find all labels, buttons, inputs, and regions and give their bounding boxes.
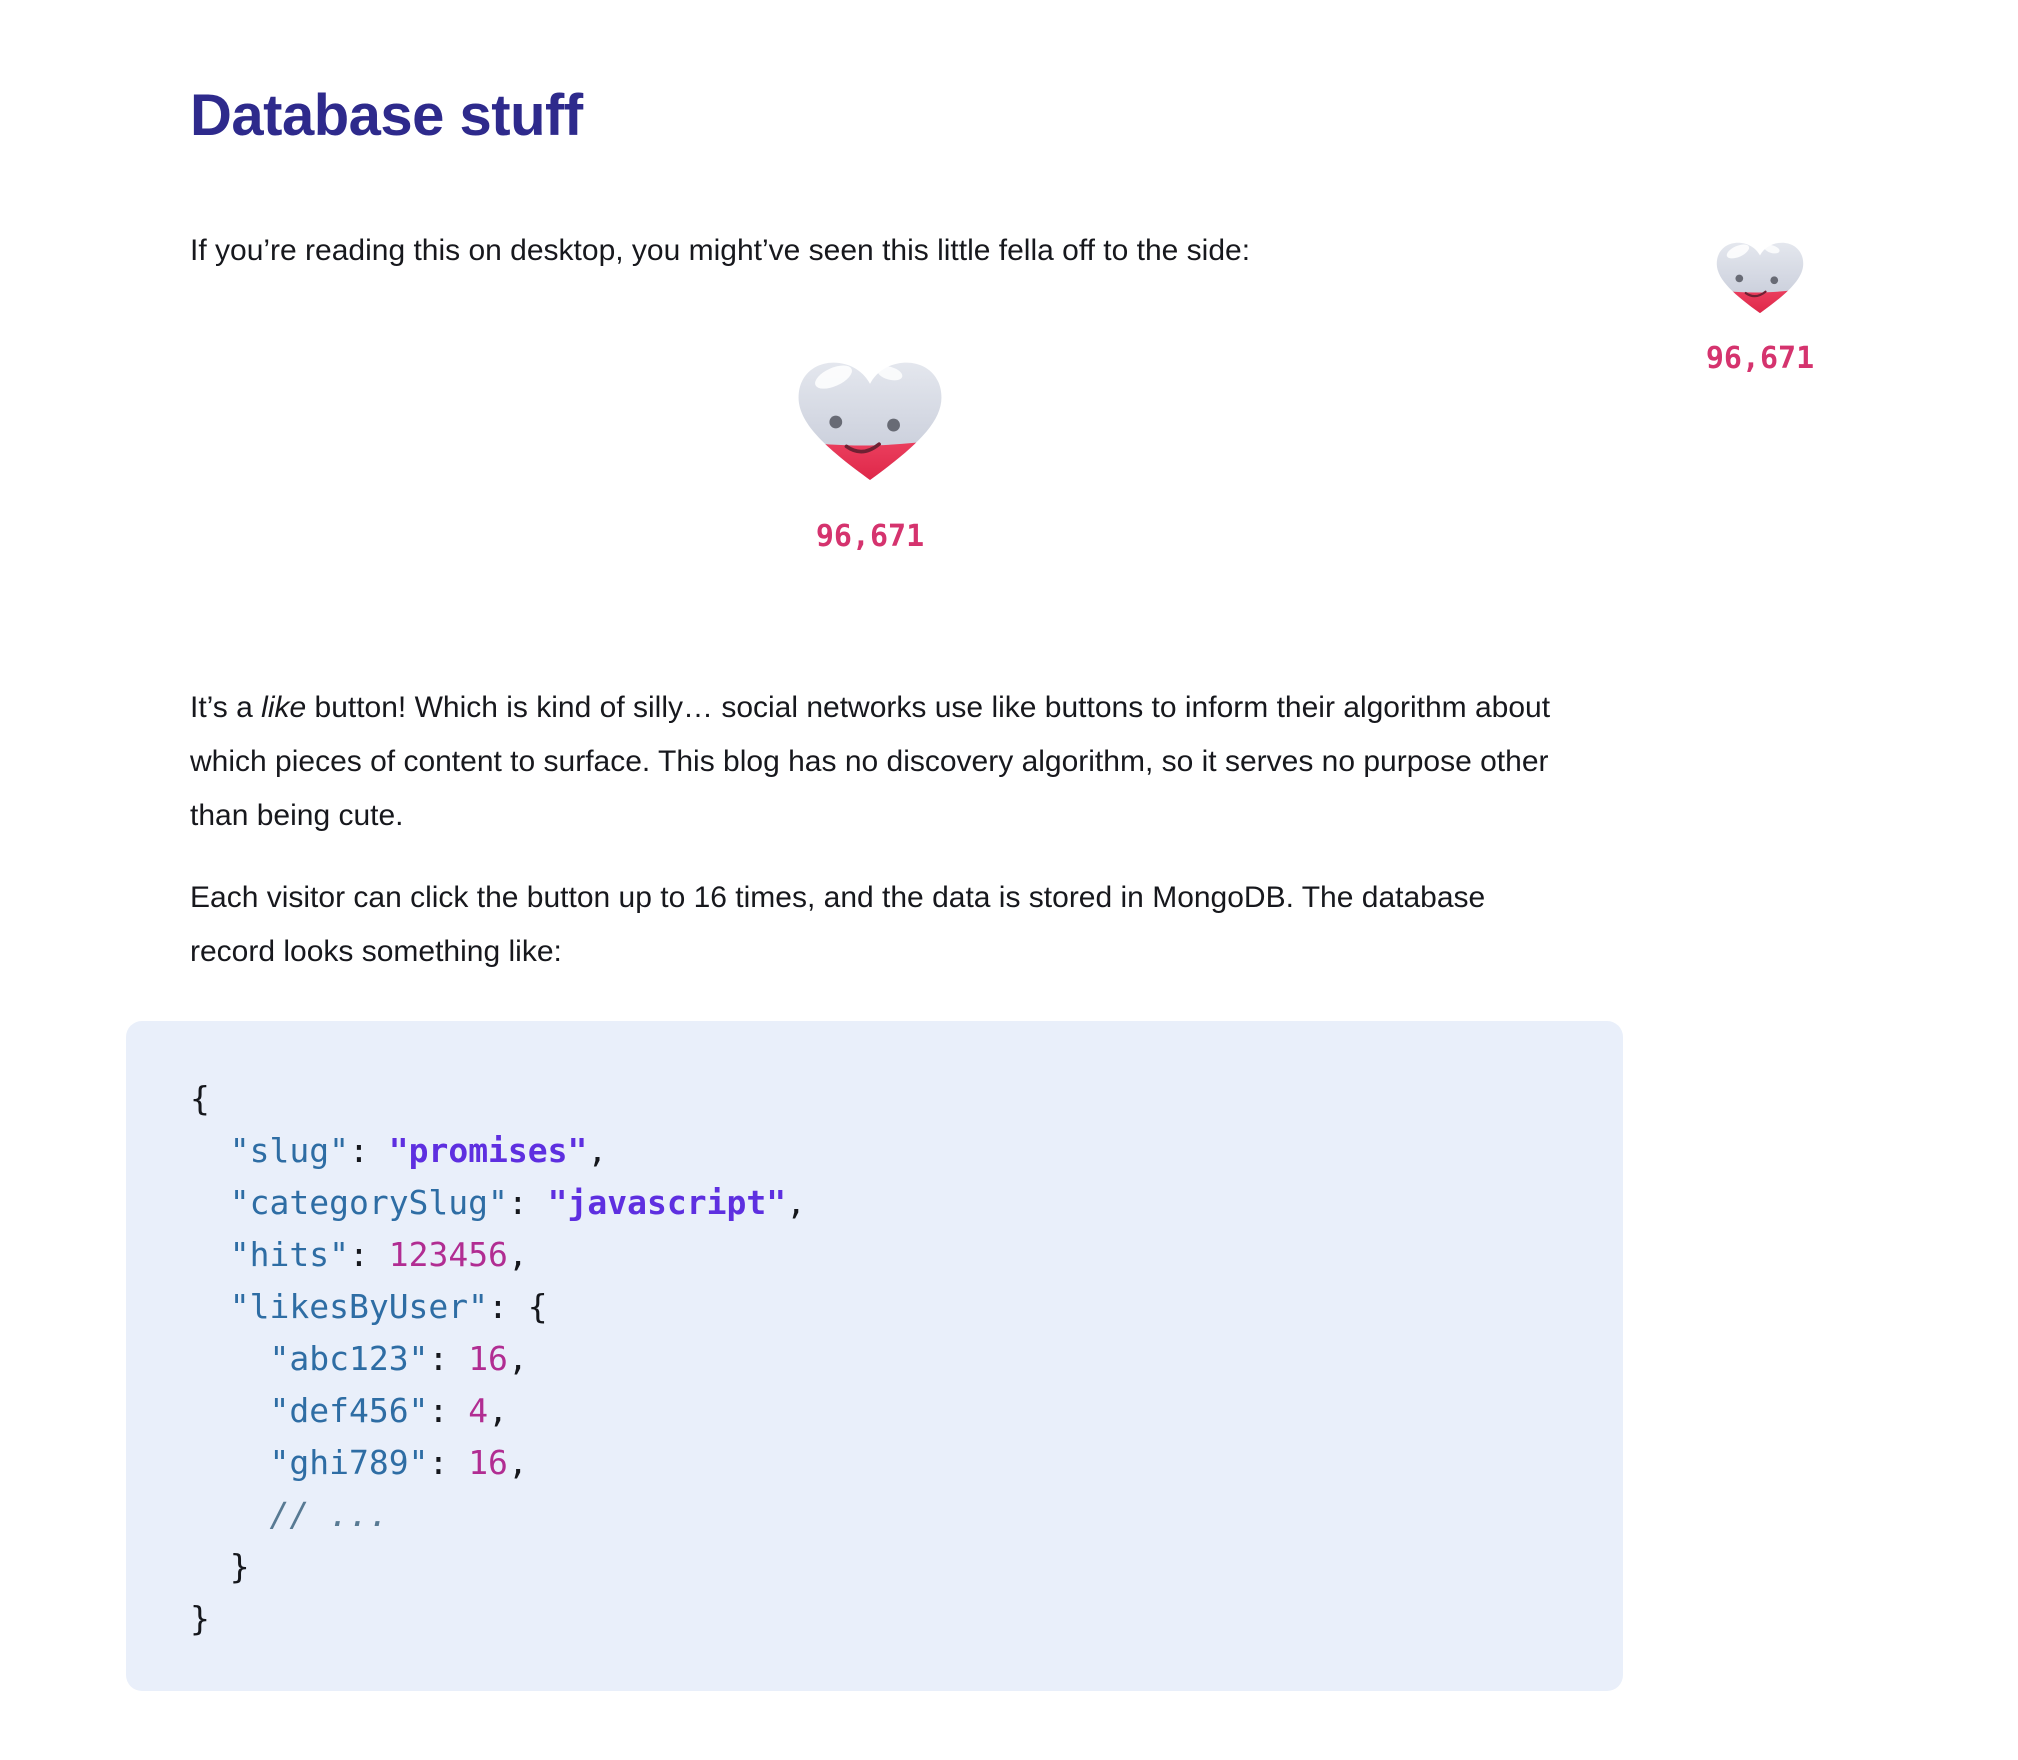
code-line: "likesByUser": { <box>229 1287 548 1326</box>
like-explanation-paragraph <box>190 681 1558 843</box>
smiling-heart-icon <box>1714 240 1806 315</box>
page-title: Database stuff <box>190 83 583 148</box>
code-line: "abc123": 16, <box>269 1339 528 1378</box>
code-line: { <box>190 1079 210 1118</box>
sidebar-like-button[interactable] <box>1714 240 1806 315</box>
code-line: "ghi789": 16, <box>269 1443 528 1482</box>
intro-paragraph: If you’re reading this on desktop, you might’ve seen this little fella off to the side: <box>190 234 1251 267</box>
code-line: "def456": 4, <box>269 1391 508 1430</box>
json-code <box>190 1073 1583 1645</box>
mongodb-paragraph: Each visitor can click the button up to 16 times, and the data is stored in MongoDB. The database record looks something like: <box>190 881 1486 968</box>
code-line: } <box>190 1599 210 1638</box>
code-line: } <box>190 1547 250 1586</box>
code-line: // ... <box>269 1495 389 1534</box>
code-line: "hits": 123456, <box>229 1235 528 1274</box>
code-line: "categorySlug": "javascript", <box>229 1183 806 1222</box>
smiling-heart-icon <box>794 358 946 483</box>
para2-suffix: button! Which is kind of silly… social networks use like buttons to inform their algorithm about which pieces of content to surface. This blog has no discovery algorithm, so it serves no purpose other than being cute. <box>190 691 1551 832</box>
para2-italic-word: like <box>261 691 307 724</box>
code-block <box>126 1021 1623 1691</box>
like-button[interactable] <box>794 358 946 483</box>
sidebar-like-widget <box>1697 240 1823 375</box>
sidebar-like-count: 96,671 <box>1705 341 1815 376</box>
code-line: "slug": "promises", <box>229 1131 608 1170</box>
like-button-demo <box>190 358 1550 553</box>
para2-prefix: It’s a <box>190 691 262 724</box>
like-count: 96,671 <box>815 519 925 554</box>
